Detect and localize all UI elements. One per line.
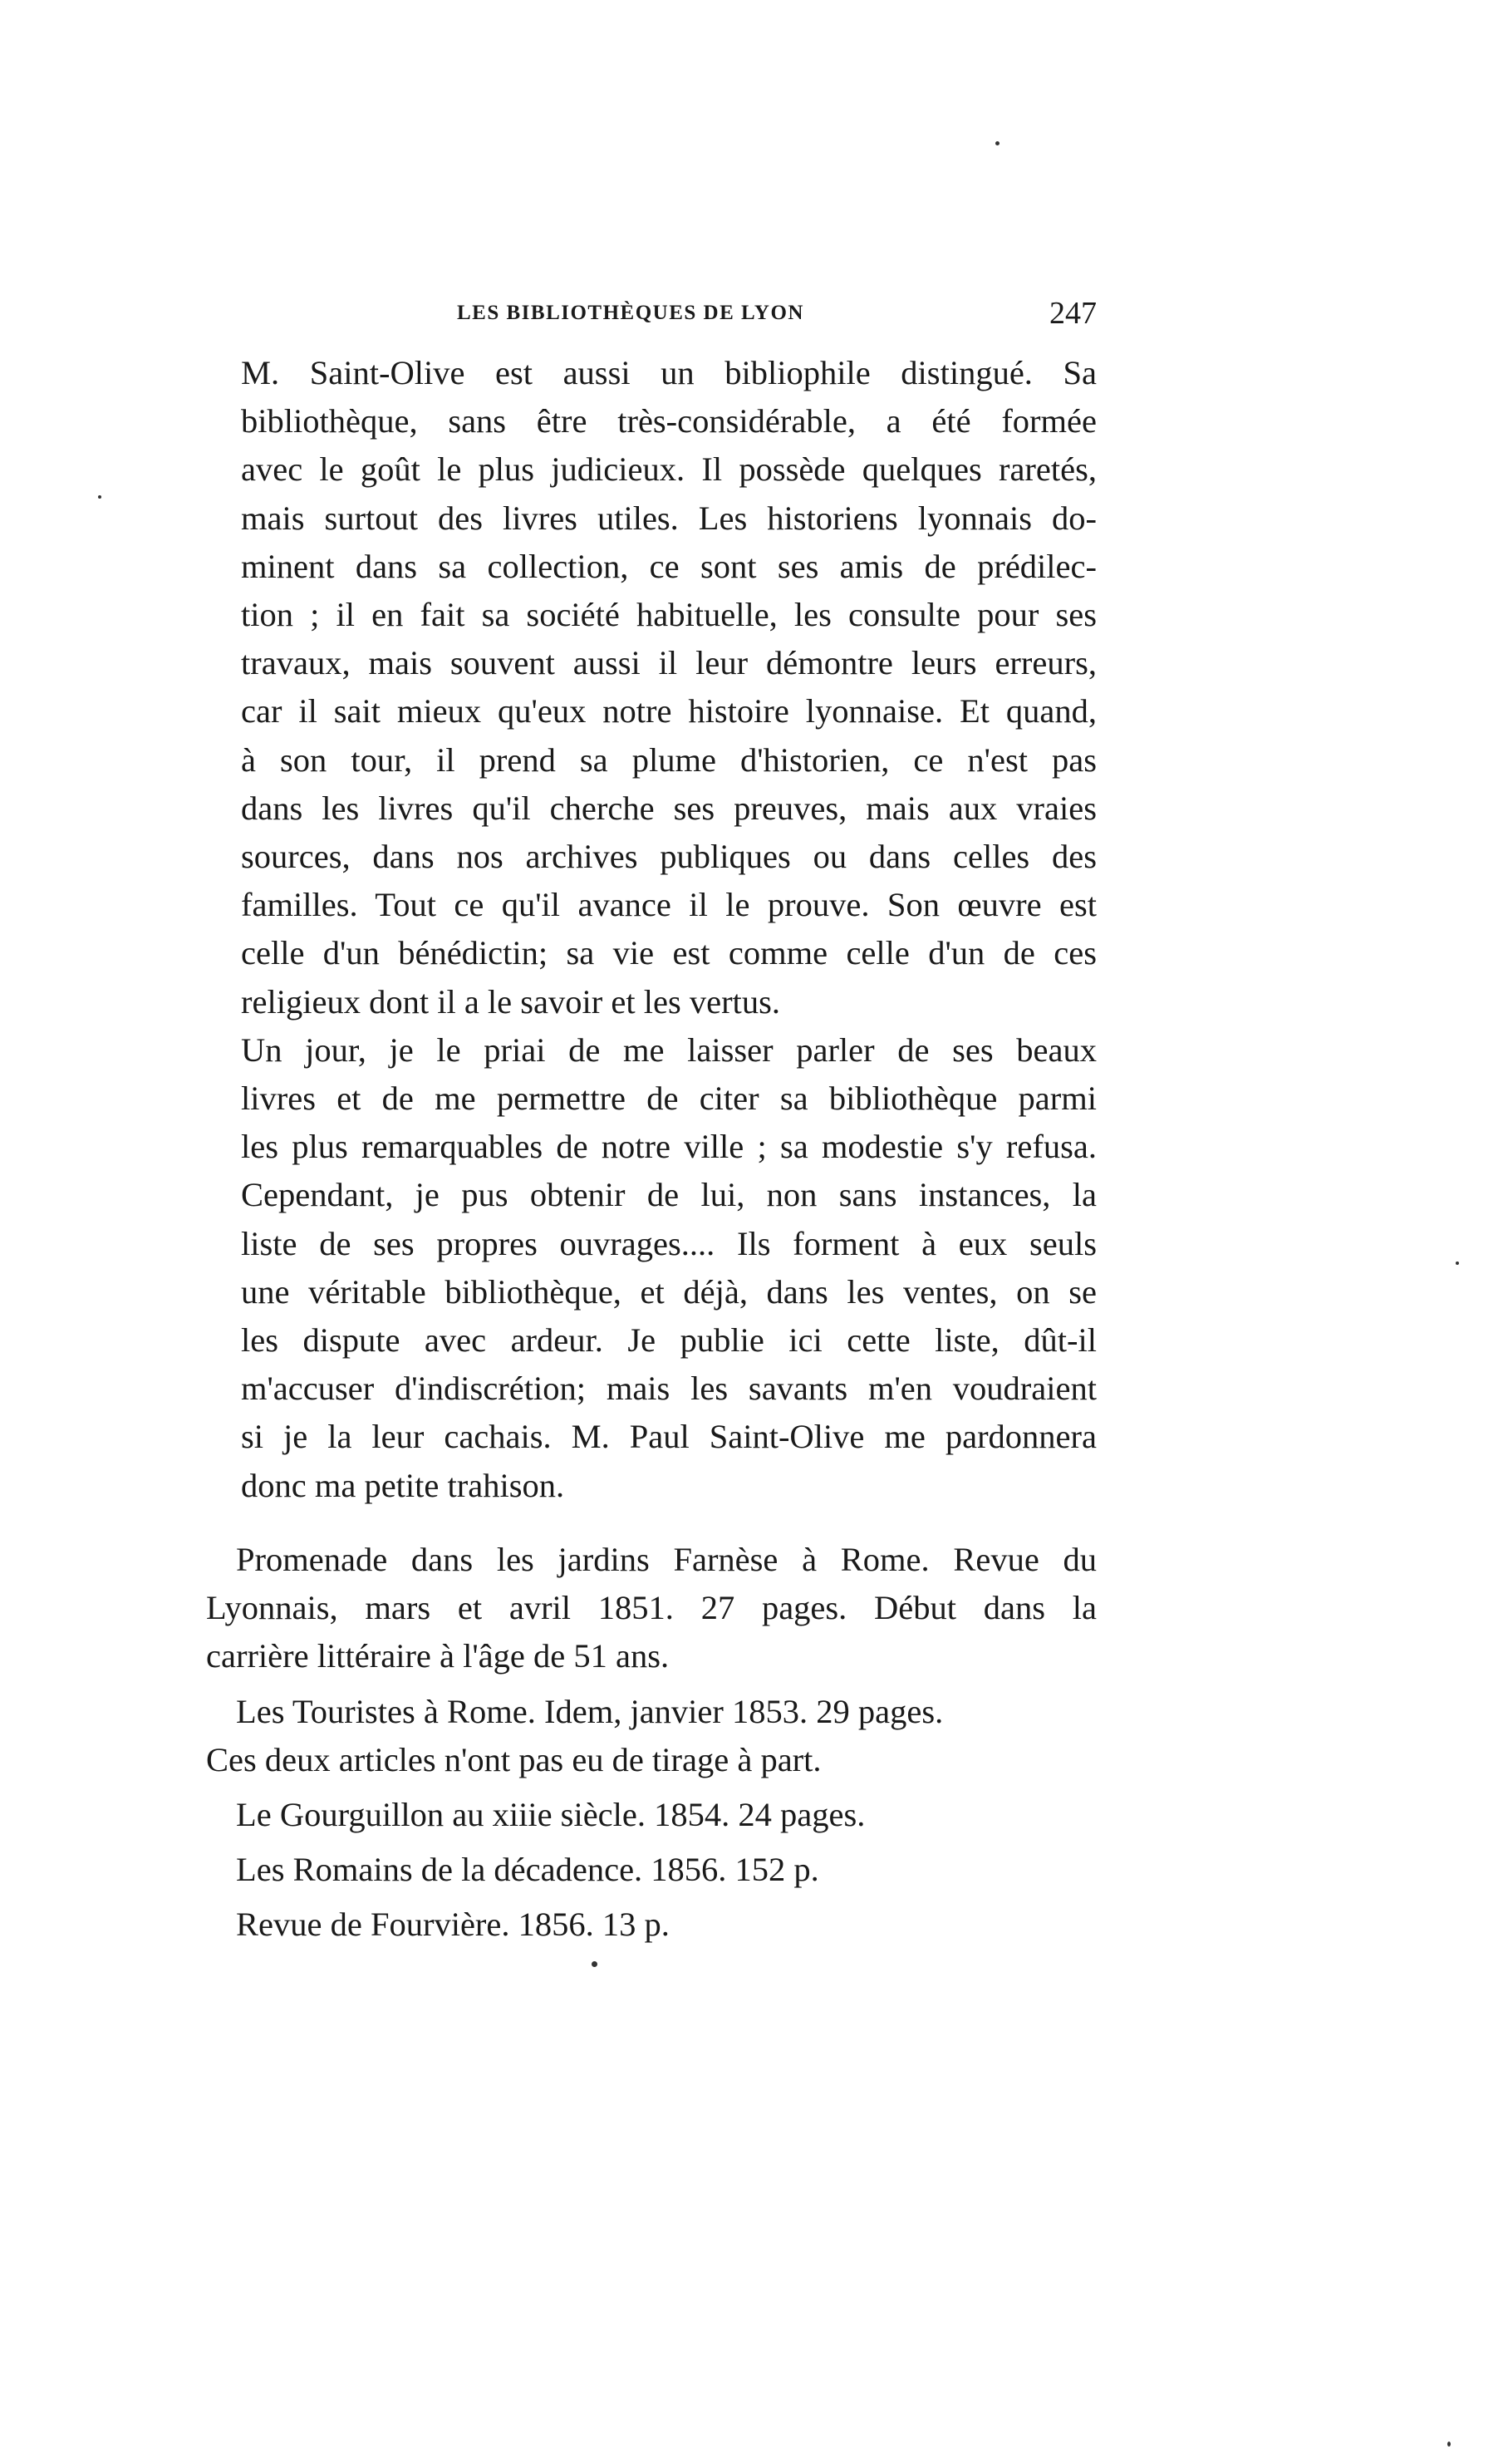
paper-speck	[1447, 2442, 1451, 2447]
text-line: celle d'un bénédictin; sa vie est comme celle d'un de ces	[241, 934, 1097, 972]
text-line: avec le goût le plus judicieux. Il possède quelques raretés,	[241, 450, 1097, 489]
text-line: Ces deux articles n'ont pas eu de tirage à part.	[206, 1740, 822, 1778]
text-line: tion ; il en fait sa société habituelle, les consulte pour ses	[241, 596, 1097, 634]
text-line: les dispute avec ardeur. Je publie ici cette liste, dût-il	[241, 1321, 1097, 1360]
text-line: une véritable bibliothèque, et déjà, dans les ventes, on se	[241, 1272, 1097, 1311]
text-line: livres et de me permettre de citer sa bibliothèque parmi	[241, 1080, 1097, 1118]
text-line: M. Saint-Olive est aussi un bibliophile distingué. Sa	[241, 354, 1097, 391]
paper-speck	[995, 141, 1000, 145]
text-line: travaux, mais souvent aussi il leur démontre leurs erreurs,	[241, 644, 1097, 682]
text-line: liste de ses propres ouvrages.... Ils forment à eux seuls	[241, 1224, 1097, 1262]
body-text	[206, 349, 1097, 1510]
bibliography-entry	[206, 1901, 1097, 1949]
text-line: si je la leur cachais. M. Paul Saint-Olive me pardonnera	[241, 1418, 1097, 1456]
text-line: minent dans sa collection, ce sont ses amis de prédilec-	[241, 547, 1097, 585]
text-line: les plus remarquables de notre ville ; sa modestie s'y refusa.	[241, 1128, 1097, 1166]
paper-speck	[592, 1961, 597, 1967]
paragraph	[206, 1026, 1097, 1510]
paper-speck	[98, 495, 101, 499]
text-line: mais surtout des livres utiles. Les historiens lyonnais do-	[241, 499, 1097, 537]
text-line: Un jour, je le priai de me laisser parler de ses beaux	[241, 1030, 1097, 1069]
text-line: bibliothèque, sans être très-considérable, a été formée	[241, 402, 1097, 440]
text-line: sources, dans nos archives publiques ou dans celles des	[241, 838, 1097, 876]
text-line: Les Romains de la décadence. 1856. 152 p.	[236, 1851, 819, 1889]
bibliography-entry	[206, 1688, 1097, 1784]
text-line: familles. Tout ce qu'il avance il le prouve. Son œuvre est	[241, 886, 1097, 924]
paper-speck	[1456, 1262, 1459, 1265]
text-line: donc ma petite trahison.	[241, 1466, 565, 1504]
text-line: religieux dont il a le savoir et les vertus.	[241, 982, 780, 1021]
bibliography-entry	[206, 1791, 1097, 1839]
text-line: à son tour, il prend sa plume d'historien, ce n'est pas	[241, 740, 1097, 779]
text-line: car il sait mieux qu'eux notre histoire lyonnaise. Et quand,	[241, 692, 1097, 730]
bibliography-entry	[206, 1536, 1097, 1681]
text-line: dans les livres qu'il cherche ses preuves, mais aux vraies	[241, 789, 1097, 827]
text-line: Revue de Fourvière. 1856. 13 p.	[236, 1906, 670, 1944]
text-line: Lyonnais, mars et avril 1851. 27 pages. Début dans la	[206, 1589, 1097, 1627]
bibliography-list	[206, 1536, 1097, 1950]
text-line: carrière littéraire à l'âge de 51 ans.	[206, 1637, 670, 1675]
text-line: m'accuser d'indiscrétion; mais les savants m'en voudraient	[241, 1370, 1097, 1408]
text-line: Cependant, je pus obtenir de lui, non sans instances, la	[241, 1176, 1097, 1214]
bibliography-entry	[206, 1846, 1097, 1894]
text-line: Les Touristes à Rome. Idem, janvier 1853. 29 pages.	[236, 1692, 944, 1730]
text-line: Le Gourguillon au xiiie siècle. 1854. 24 pages.	[236, 1796, 866, 1834]
text-line: Promenade dans les jardins Farnèse à Rome. Revue du	[236, 1541, 1097, 1578]
running-title: LES BIBLIOTHÈQUES DE LYON	[457, 302, 804, 324]
page-number: 247	[1049, 296, 1097, 331]
running-head	[208, 295, 1097, 337]
paragraph	[206, 349, 1097, 1026]
